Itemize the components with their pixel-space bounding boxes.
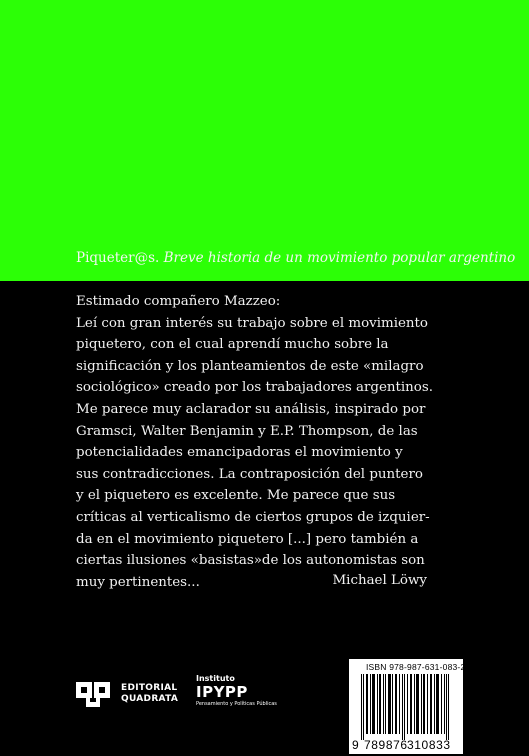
- quote-line: Me parece muy aclarador su análisis, inspirado por: [76, 401, 426, 417]
- quote-line: da en el movimiento piquetero [...] pero también a: [76, 531, 419, 547]
- quote-line: Gramsci, Walter Benjamin y E.P. Thompson, de las: [76, 423, 418, 439]
- green-panel: [0, 0, 529, 281]
- barcode-digit-first: 9: [352, 738, 359, 752]
- barcode-digits-right: 310833: [407, 738, 451, 752]
- book-subtitle: [76, 250, 515, 266]
- book-subtitle-italic: Breve historia de un movimiento popular argentino: [163, 250, 516, 266]
- quote-line: críticas al verticalismo de ciertos grupos de izquier-: [76, 509, 430, 525]
- quote-line: sociológico» creado por los trabajadores argentinos.: [76, 380, 433, 396]
- quote-line: sus contradicciones. La contraposición del puntero: [76, 466, 423, 482]
- barcode-bars: [357, 674, 455, 740]
- institute-name: IPYPP: [196, 683, 248, 701]
- quote-line: Estimado compañero Mazzeo:: [76, 294, 281, 309]
- barcode-digits-left: 789876: [364, 738, 408, 752]
- quote-line: ciertas ilusiones «basistas»de los autonomistas son: [76, 553, 425, 569]
- quadrata-logo-icon: [76, 680, 114, 708]
- quote-line: piquetero, con el cual aprendí mucho sobre la: [76, 337, 389, 353]
- quote-line: significación y los planteamientos de este «milagro: [76, 358, 424, 374]
- quote-line: muy pertinentes...: [76, 574, 200, 590]
- quote-author: Michael Löwy: [332, 573, 427, 588]
- quote-line: Leí con gran interés su trabajo sobre el movimiento: [76, 315, 428, 331]
- publisher-line2: QUADRATA: [121, 694, 179, 704]
- isbn-label: ISBN 978-987-631-083-2: [366, 662, 466, 672]
- isbn-barcode: [349, 659, 466, 754]
- publisher-line1: EDITORIAL: [121, 683, 178, 693]
- editorial-quadrata-logo: [76, 680, 178, 708]
- quote-line: y el piquetero es excelente. Me parece que sus: [76, 488, 396, 504]
- institute-label: Instituto: [196, 674, 235, 683]
- institute-tagline: Pensamiento y Políticas Públicas: [196, 701, 277, 707]
- quote-line: potencialidades emancipadoras el movimiento y: [76, 445, 403, 461]
- blurb-quote: [76, 291, 431, 593]
- ipypp-logo: [196, 674, 277, 708]
- book-title: Piqueter@s.: [76, 250, 160, 266]
